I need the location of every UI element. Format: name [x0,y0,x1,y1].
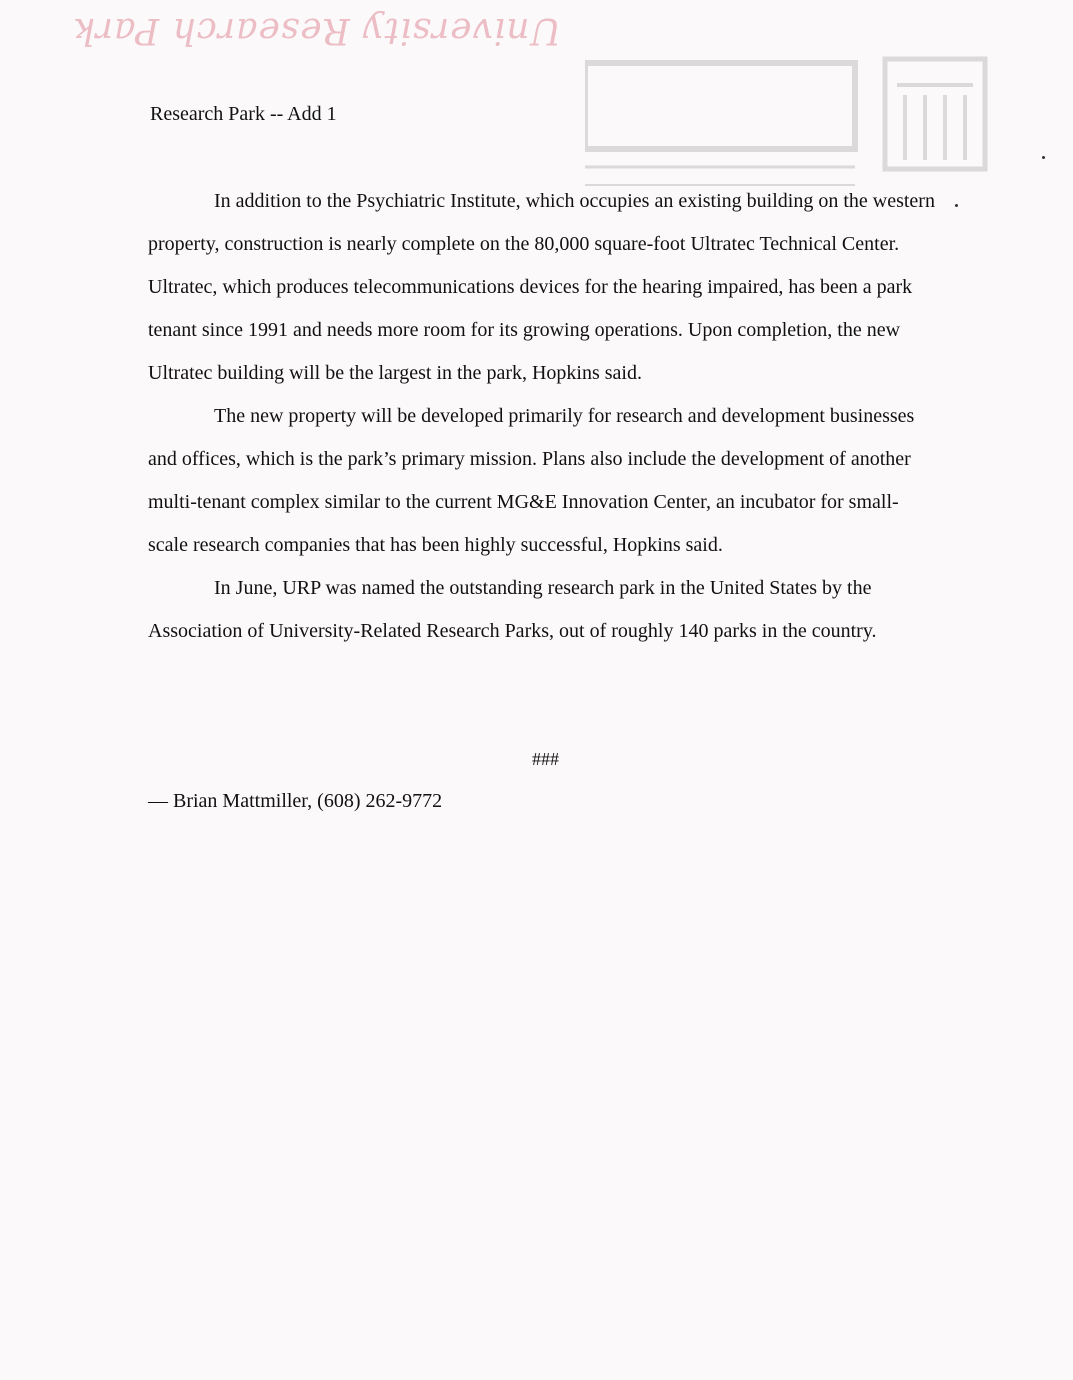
scan-speck [955,204,958,207]
letterhead-watermark [585,55,995,195]
paragraph-3: In June, URP was named the outstanding research park in the United States by the Association of University-Related Research Parks, out of roughly 140 parks in the country. [148,577,877,642]
article-body [148,180,938,653]
handwritten-note: University Research Park [72,10,561,51]
paragraph-1: In addition to the Psychiatric Institute, which occupies an existing building on the western property, construction is nearly complete on the 80,000 square-foot Ultratec Technical Center. Ultratec, which produces telecommunications devices for the hearing impaired, has been a park tenant since 1991 and needs more room for its growing operations. Upon completion, the new Ultratec building will be the largest in the park, Hopkins said. [148,190,935,384]
end-mark: ### [532,749,559,769]
page-heading: Research Park -- Add 1 [150,103,337,125]
contact-line: — Brian Mattmiller, (608) 262-9772 [148,790,443,812]
paragraph-2: The new property will be developed primarily for research and development businesses and offices, which is the park’s primary mission. Plans also include the development of another multi-tenant complex similar to the current MG&E Innovation Center, an incubator for small-scale research companies that has been highly successful, Hopkins said. [148,405,915,556]
scan-speck [1042,156,1045,159]
